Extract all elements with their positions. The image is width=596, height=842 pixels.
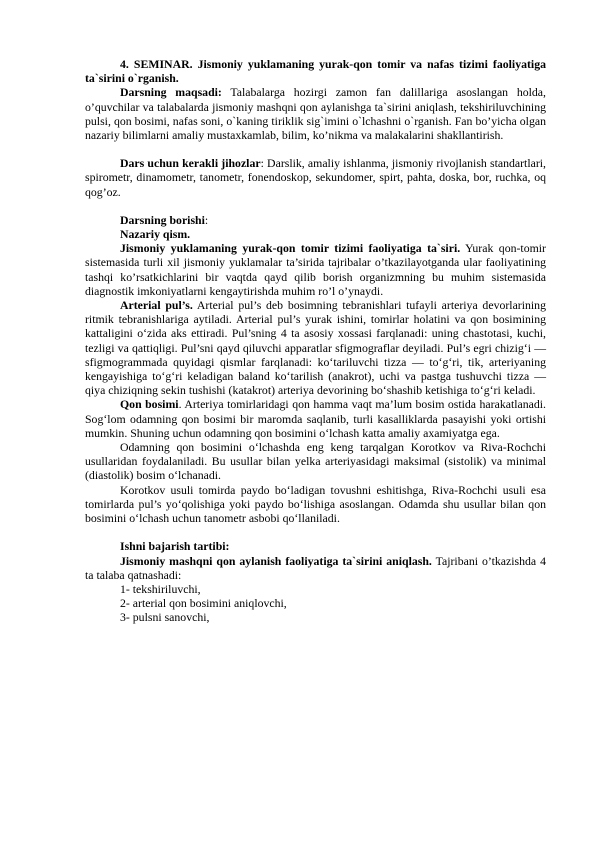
heart-load-text: Yurak qon-tomir sistemasida turli xil jismoniy yuklamalar ta’sirida tajribalar o’tkazilayotganda ular faoliyatining tashqi ko’rsatkichlarini bir vaqtda qayd qilib borish organizmning bu muhim sistemasida diagnostik imkoniyatlarni kengaytirishda muhim ro’l o’ynaydi. (85, 241, 546, 298)
heart-load-label: Jismoniy yuklamaning yurak-qon tomir tizimi faoliyatiga ta`siri. (120, 241, 461, 256)
blood-pressure-label: Qon bosimi (120, 397, 179, 412)
theory-label: Nazariy qism. (120, 227, 191, 242)
lesson-progress-label: Darsning borishi (120, 212, 205, 227)
arterial-pulse-paragraph (85, 298, 546, 397)
equipment-text: : Darslik, amaliy ishlanma, jismoniy rivojlanish standartlari, spirometr, dinamometr, tanometr, fonendoskop, sekundomer, spirt, pahta, doska, bor, ruchka, oq qog’oz. (85, 156, 547, 199)
procedure-label: Ishni bajarish tartibi: (120, 539, 230, 554)
equipment-label: Dars uchun kerakli jihozlar (120, 156, 261, 171)
lesson-goal-paragraph (85, 85, 546, 142)
spacer (85, 525, 546, 539)
arterial-pulse-label: Arterial pul’s. (120, 298, 193, 313)
heart-load-paragraph (85, 241, 546, 298)
lesson-goal-label: Darsning maqsadi: (120, 85, 222, 100)
lesson-progress-heading (85, 213, 546, 227)
procedure-sub-label: Jismoniy mashqni qon aylanish faoliyatiga ta`sirini aniqlash. (120, 553, 432, 568)
list-item: 1- tekshiriluvchi, (120, 581, 201, 596)
equipment-paragraph (85, 156, 546, 199)
arterial-pulse-text: Arterial pul’s deb bosimning tebranishlari tufayli arteriya devorlarining ritmik tebranishlariga aytiladi. Arterial pul’s yurak ishini, tomirlar holatini va qon bosimining kattaligini o‘zida aks ettiradi. Pul’sning 4 ta asosiy xossasi farqlanadi: uning chastotasi, kuchi, tezligi va qattiqligi. Pul’sni qayd qiluvchi apparatlar sfigmograflar deyiladi. Pul’s egri chizig‘i — sfigmogrammada quyidagi qismlar farqlanadi: ko‘tariluvchi tizza — to‘g‘ri, tik, arteriyaning kengayishiga to‘g‘ri keladigan baland ko‘tarilish (anakrot), uchi va pastga tushuvchi tizza — qiya chiziqning sekin tushishi (katakrot) arteriya devorining bo‘shashib ketishiga to‘g‘ri keladi. (85, 298, 546, 398)
procedure-sub-text: Tajribani o’tkazishda 4 ta talaba qatnashadi: (85, 553, 546, 582)
list-item: 2- arterial qon bosimini aniqlovchi, (120, 596, 287, 611)
list-item: 3- pulsni sanovchi, (120, 610, 210, 625)
seminar-title (85, 57, 546, 85)
spacer (85, 142, 546, 156)
korotkov-method-paragraph: Korotkov usuli tomirda paydo bo‘ladigan tovushni eshitishga, Riva-Rochchi usuli esa tomirlarda pul’s yo‘qolishiga yoki paydo bo‘lishiga asoslangan. Odamda shu usullar bilan qon bosimini o‘lchash uchun tanometr asbobi qo‘llaniladi. (85, 482, 546, 526)
procedure-heading (85, 539, 546, 553)
lesson-goal-text: Talabalarga hozirgi zamon fan dalillariga asoslangan holda, o’quvchilar va talabalarda jismoniy mashqni qon aylanishga ta`sirini aniqlash, tekshiriluvchining pulsi, qon bosimi, nafas soni, o`kaning tiriklik sig`imini o`lchashni o`rganish. Fan bo’yicha olgan nazariy bilimlarni amaliy mustaxkamlab, bilim, ko’nikma va malakalarini shakllantirish. (85, 85, 546, 143)
theory-heading (85, 227, 546, 241)
spacer (85, 199, 546, 213)
participant-list (85, 582, 546, 625)
lesson-progress-suffix: : (204, 212, 209, 227)
blood-pressure-paragraph (85, 397, 546, 440)
measurement-methods-paragraph: Odamning qon bosimini o‘lchashda eng keng tarqalgan Korotkov va Riva-Rochchi usullaridan foydalaniladi. Bu usullar bilan yelka arteriyasidagi maksimal (sistolik) va minimal (diastolik) bosim o‘lchanadi. (85, 440, 546, 483)
procedure-intro-paragraph (85, 554, 546, 582)
blood-pressure-text: . Arteriya tomirlaridagi qon hamma vaqt ma’lum bosim ostida harakatlanadi. Sog‘lom odamning qon bosimi bir maromda saqlanib, turli kasalliklarda pasayishi yoki ortishi mumkin. Shuning uchun odamning qon bosimini o‘lchash katta amaliy axamiyatga ega. (85, 397, 546, 440)
seminar-title-text: 4. SEMINAR. Jismoniy yuklamaning yurak-qon tomir va nafas tizimi faoliyatiga ta`sirini o`rganish. (85, 57, 546, 86)
